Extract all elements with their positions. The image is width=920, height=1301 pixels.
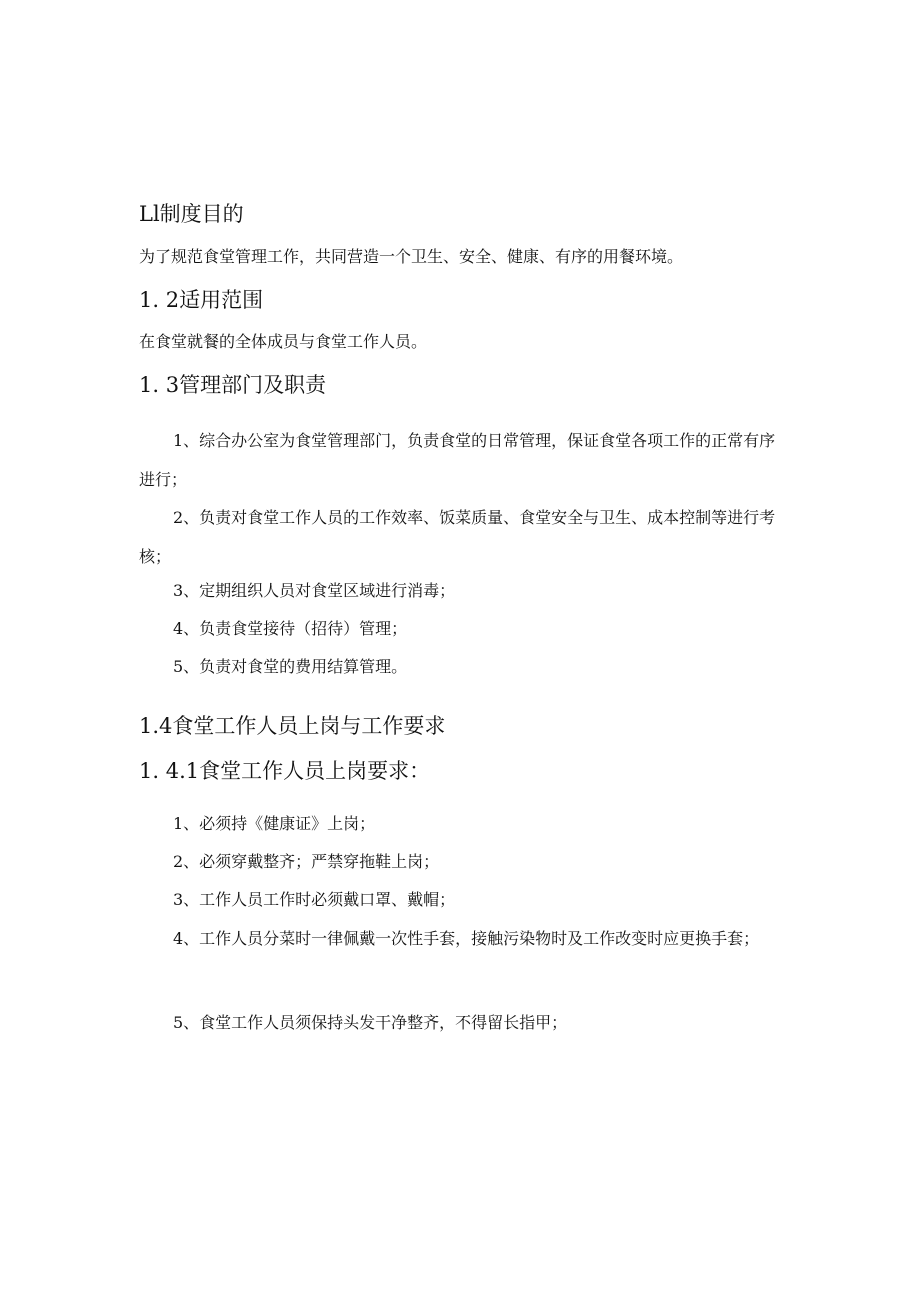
section-heading-department: 1. 3管理部门及职责	[139, 373, 327, 397]
list-item: 3、定期组织人员对食堂区域进行消毒；	[173, 581, 456, 600]
list-item: 1、必须持《健康证》上岗；	[173, 814, 376, 833]
list-item: 2、负责对食堂工作人员的工作效率、饭菜质量、食堂安全与卫生、成本控制等进行考核；	[139, 508, 776, 566]
section-heading-purpose: Ll制度目的	[139, 202, 244, 226]
subsection-heading-onduty-requirements: 1. 4.1食堂工作人员上岗要求：	[139, 759, 431, 783]
list-item: 3、工作人员工作时必须戴口罩、戴帽；	[173, 890, 456, 909]
section-heading-staff-requirements: 1.4食堂工作人员上岗与工作要求	[139, 714, 446, 738]
paragraph-purpose: 为了规范食堂管理工作，共同营造一个卫生、安全、健康、有序的用餐环境。	[139, 247, 684, 266]
list-item: 4、负责食堂接待（招待）管理；	[173, 619, 408, 638]
list-item: 4、工作人员分菜时一律佩戴一次性手套，接触污染物时及工作改变时应更换手套；	[173, 929, 760, 948]
list-item: 5、食堂工作人员须保持头发干净整齐，不得留长指甲；	[173, 1013, 568, 1032]
list-item: 5、负责对食堂的费用结算管理。	[173, 657, 408, 676]
section-heading-scope: 1. 2适用范围	[139, 288, 264, 312]
list-item: 1、综合办公室为食堂管理部门，负责食堂的日常管理，保证食堂各项工作的正常有序进行；	[139, 431, 776, 489]
list-item: 2、必须穿戴整齐；严禁穿拖鞋上岗；	[173, 852, 440, 871]
paragraph-scope: 在食堂就餐的全体成员与食堂工作人员。	[139, 332, 428, 351]
